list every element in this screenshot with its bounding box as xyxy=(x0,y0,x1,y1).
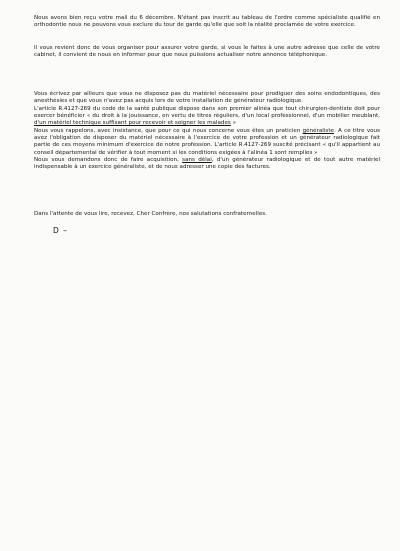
equipment-intro-text: Vous écrivez par ailleurs que vous ne disposez pas du matériel nécessaire pour prodiguer des soins endodontiques, des anesthésies et que vous n'avez pas acquis lors de votre installation de générateur radiologique. xyxy=(34,91,380,105)
generalist-reminder-start: Nous vous rappelons, avec insistance, que pour ce qui nous concerne vous êtes un praticien xyxy=(34,127,303,134)
article-citation-end: » xyxy=(230,120,236,127)
signature-mark: D – xyxy=(53,226,68,235)
article-citation-text xyxy=(34,106,380,128)
paragraph-mail-received: Nous avons bien reçu votre mail du 6 décembre. N'étant pas inscrit au tableau de l'ordre comme spécialiste qualifié en orthodontie nous ne pouvons vous exclure du tour de garde qu'elle que soit la réalité proclamée de votre exercice. xyxy=(34,15,380,29)
paragraph-equipment-obligation xyxy=(34,91,380,172)
article-citation-start: L'article R.4127-269 du code de la santé publique dispose dans son premier alinéa que tout chirurgien-dentiste doit pour exercer bénéficier « du droit à la jouissance, en vertu de titres réguliers, d'un local professionnel, d'un mobilier meublant, xyxy=(34,105,380,120)
generalist-underlined: généraliste xyxy=(302,127,334,134)
paragraph-organize-guard: Il vous revient donc de vous organiser pour assurer votre garde, si vous le faites à une autre adresse que celle de votre cabinet, il convient de nous en informer pour que nous puissions actualiser notre annonce téléphonique. xyxy=(34,45,380,59)
generalist-reminder-text xyxy=(34,128,380,157)
acquisition-request-start: Nous vous demandons donc de faire acquisition, xyxy=(34,157,183,164)
without-delay-underlined: sans délai xyxy=(182,157,212,164)
acquisition-request-end: , d'un générateur radiologique et de tout autre matériel indispensable à un exercice généraliste, et de nous adresser une copie des factures. xyxy=(34,157,381,171)
generalist-reminder-end: . A ce titre vous avez l'obligation de disposer du matériel nécessaire à l'exercice de votre profession et un générateur radiologique fait partie de ces moyens minimum d'exercice de notre profession. L'article R.4127-269 suscité précisant « qu'il appartient au conseil départemental de vérifier à tout moment si les conditions exigées à l'alinéa 1 sont remplies » xyxy=(34,127,380,156)
closing-salutation: Dans l'attente de vous lire, recevez, Cher Confrère, nos salutations confraternelles. xyxy=(34,211,267,217)
article-citation-underlined: d'un matériel technique suffisant pour recevoir et soigner les malades xyxy=(34,120,231,127)
acquisition-request-text xyxy=(34,157,380,172)
